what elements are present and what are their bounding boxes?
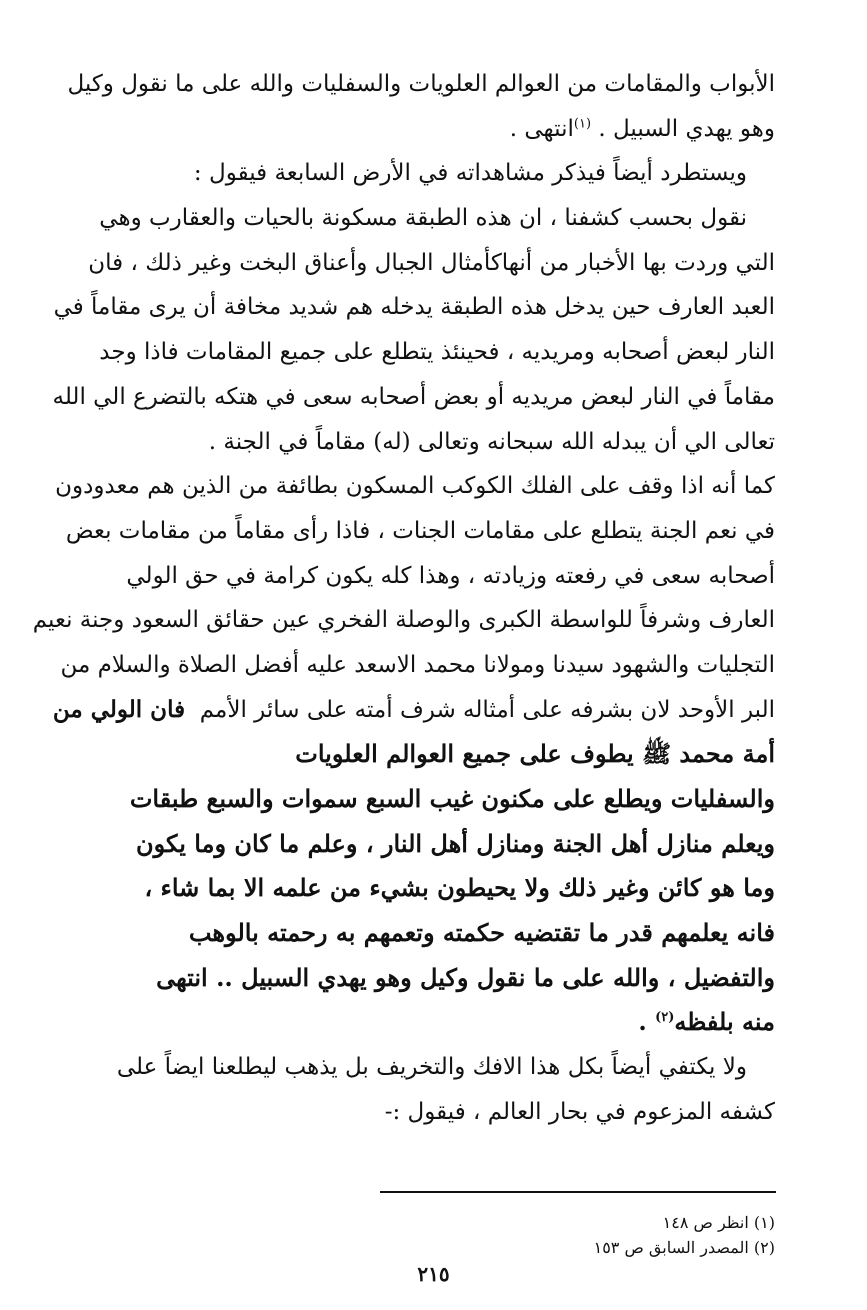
text-line-20: فانه يعلمهم قدر ما تقتضيه حكمته وتعمهم به رحمته بالوهب xyxy=(188,918,775,948)
text-line-11: في نعم الجنة يتطلع على مقامات الجنات ، فاذا رأى مقاماً من مقامات بعض xyxy=(65,517,775,544)
text-line-22 xyxy=(70,1000,775,1045)
text-line-22-tail: . xyxy=(638,1007,647,1037)
text-line-15-main: البر الأوحد لان بشرفه على أمثاله شرف أمته على سائر الأمم xyxy=(199,696,775,723)
bold-quote-start: فان الولي من xyxy=(52,695,186,723)
page-number: ٢١٥ xyxy=(417,1262,450,1286)
text-line-1: الأبواب والمقامات من العوالم العلويات والسفليات والله على ما نقول وكيل xyxy=(67,71,775,97)
footnotes xyxy=(594,1210,775,1260)
text-line-14: التجليات والشهود سيدنا ومولانا محمد الاسعد عليه أفضل الصلاة والسلام من xyxy=(60,651,775,678)
text-line-12: أصحابه سعى في رفعته وزيادته ، وهذا كله يكون كرامة في حق الولي xyxy=(126,562,775,589)
footnote-ref-2: (٢) xyxy=(655,1010,675,1026)
text-line-21: والتفضيل ، والله على ما نقول وكيل وهو يهدي السبيل .. انتهى xyxy=(156,962,775,992)
text-line-24: كشفه المزعوم في بحار العالم ، فيقول :- xyxy=(384,1098,775,1125)
text-line-2-main: وهو يهدي السبيل . xyxy=(598,115,775,142)
text-line-9: تعالى الي أن يبدله الله سبحانه وتعالى (له) مقاماً في الجنة . xyxy=(208,428,775,455)
text-line-18: ويعلم منازل أهل الجنة ومنازل أهل النار ، وعلم ما كان وما يكون xyxy=(135,828,775,858)
text-line-15 xyxy=(52,688,775,733)
text-line-16: أمة محمد ﷺ يطوف على جميع العوالم العلويات xyxy=(295,739,775,769)
text-line-4: نقول بحسب كشفنا ، ان هذه الطبقة مسكونة بالحيات والعقارب وهي xyxy=(99,205,747,232)
text-line-17: والسفليات ويطلع على مكنون غيب السبع سموات والسبع طبقات xyxy=(129,784,775,813)
text-line-6: العبد العارف حين يدخل هذه الطبقة يدخله هم شديد مخافة أن يرى مقاماً في xyxy=(53,294,775,321)
text-line-23: ولا يكتفي أيضاً بكل هذا الافك والتخريف بل يذهب ليطلعنا ايضاً على xyxy=(116,1054,747,1081)
text-line-2-tail: انتهى . xyxy=(509,115,574,142)
footnote-ref-1: (١) xyxy=(573,116,592,132)
footnote-divider xyxy=(380,1191,776,1193)
text-line-3: ويستطرد أيضاً فيذكر مشاهداته في الأرض السابعة فيقول : xyxy=(193,160,747,187)
text-line-13: العارف وشرفاً للواسطة الكبرى والوصلة الفخري عين حقائق السعود وجنة نعيم xyxy=(32,607,775,634)
text-line-10: كما أنه اذا وقف على الفلك الكوكب المسكون بطائفة من الذين هم معدودون xyxy=(55,473,775,500)
text-line-19: وما هو كائن وغير ذلك ولا يحيطون بشيء من علمه الا بما شاء ، xyxy=(144,873,775,903)
text-line-22-main: منه بلفظه xyxy=(674,1007,775,1037)
footnote-1: (١) انظر ص ١٤٨ xyxy=(662,1213,775,1232)
text-line-5: التي وردت بها الأخبار من أنهاكأمثال الجبال وأعناق البخت وغير ذلك ، فان xyxy=(88,249,775,276)
text-line-8: مقاماً في النار لبعض مريديه أو بعض أصحابه سعى في هتكه بالتضرع الي الله xyxy=(52,383,775,410)
body-text xyxy=(32,62,775,1135)
footnote-2: (٢) المصدر السابق ص ١٥٣ xyxy=(593,1238,775,1257)
text-line-2 xyxy=(70,107,775,152)
text-line-7: النار لبعض أصحابه ومريديه ، فحينئذ يتطلع على جميع المقامات فاذا وجد xyxy=(99,339,775,366)
